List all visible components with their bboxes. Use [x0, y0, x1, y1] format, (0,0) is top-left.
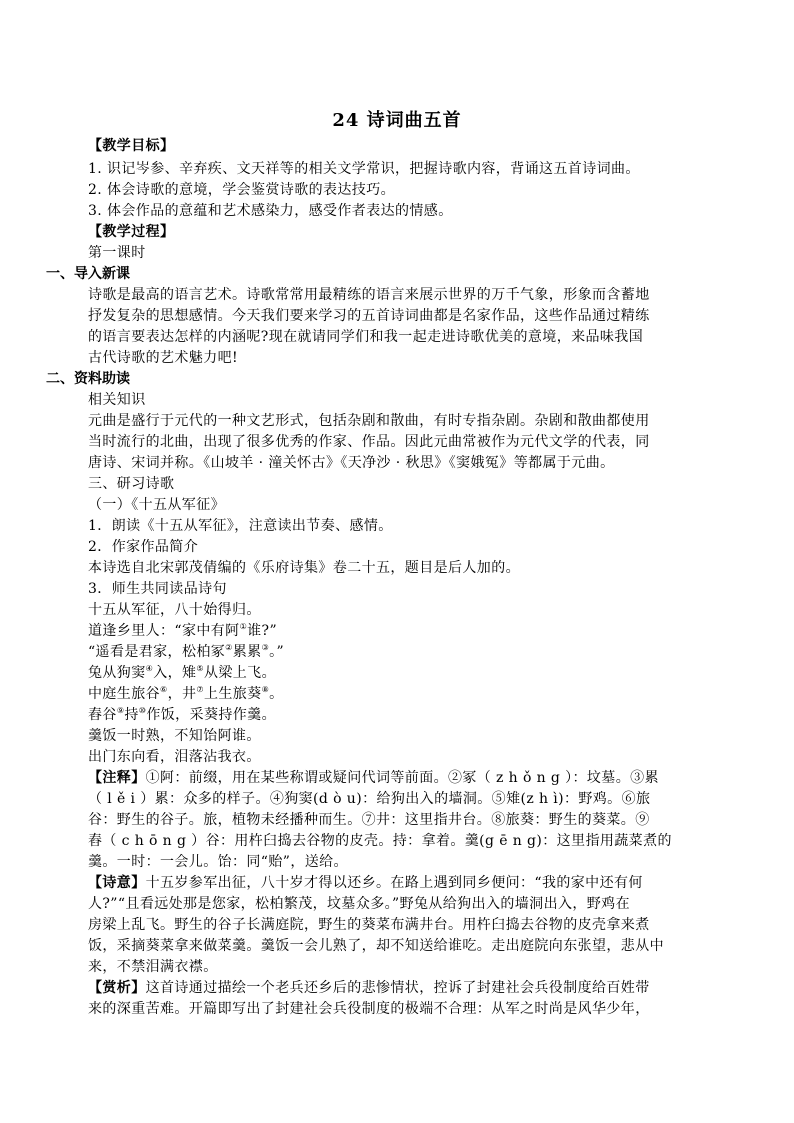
analysis-line: 来的深重苦难。开篇即写出了封建社会兵役制度的极端不合理：从军之时尚是风华少年，	[88, 1001, 650, 1017]
paragraph-line: 诗歌是最高的语言艺术。诗歌常常用最精练的语言来展示世界的万千气象，形象而含蓄地	[88, 287, 650, 303]
poem-line: 兔从狗窦④入，雉⑤从梁上飞。	[88, 664, 276, 681]
subsection-label: 相关知识	[88, 392, 146, 408]
notes-line: 谷：野生的谷子。旅，植物未经播种而生。⑦井：这里指井台。⑧旅葵：野生的葵菜。⑨	[88, 812, 650, 828]
section-heading: 二、资料助读	[46, 371, 130, 387]
goal-item: 1. 识记岑参、辛弃疾、文天祥等的相关文学常识，把握诗歌内容，背诵这五首诗词曲。	[88, 161, 640, 177]
step-line: 本诗选自北宋郭茂倩编的《乐府诗集》卷二十五，题目是后人加的。	[88, 560, 520, 576]
poem-line: 出门东向看，泪落沾我衣。	[88, 749, 261, 765]
notes-label: 【注释】	[88, 770, 146, 786]
step-line: 2．作家作品简介	[88, 539, 199, 555]
paragraph-line: 抒发复杂的思想感情。今天我们要来学习的五首诗词曲都是名家作品，这些作品通过精练	[88, 308, 650, 324]
step-line: 3．师生共同读品诗句	[88, 581, 227, 597]
meaning-label: 【诗意】	[88, 875, 146, 891]
poem-line: 羹饭一时熟，不知饴阿谁。	[88, 728, 261, 744]
goal-item: 3. 体会作品的意蕴和艺术感染力，感受作者表达的情感。	[88, 203, 453, 219]
meaning-line: 来，不禁泪满衣襟。	[88, 959, 218, 975]
poem-line: 十五从军征，八十始得归。	[88, 602, 261, 618]
section-heading: 三、研习诗歌	[88, 476, 175, 492]
lesson-label: 第一课时	[88, 245, 146, 261]
paragraph-line: 唐诗、宋词并称。《山坡羊 · 潼关怀古》《天净沙 · 秋思》《窦娥冤》等都属于元曲。	[88, 455, 615, 471]
section-heading: 一、导入新课	[46, 266, 130, 282]
analysis-label: 【赏析】	[88, 980, 146, 996]
paragraph-line: 古代诗歌的艺术魅力吧!	[88, 350, 239, 366]
paragraph-line: 当时流行的北曲，出现了很多优秀的作家、作品。因此元曲常被作为元代文学的代表，同	[88, 434, 650, 450]
meaning-line: 【诗意】十五岁参军出征，八十岁才得以还乡。在路上遇到同乡便问：“我的家中还有何	[88, 875, 643, 891]
meaning-line: 人?”“且看远处那是您家，松柏繁茂，坟墓众多。”野兔从给狗出入的墙洞出入，野鸡在	[88, 896, 630, 912]
paragraph-line: 的语言要表达怎样的内涵呢?现在就请同学们和我一起走进诗歌优美的意境，来品味我国	[88, 329, 644, 345]
goal-item: 2. 体会诗歌的意境，学会鉴赏诗歌的表达技巧。	[88, 182, 396, 198]
meaning-line: 饭，采摘葵菜拿来做菜羹。羹饭一会儿熟了，却不知送给谁吃。走出庭院向东张望，悲从中	[88, 938, 664, 954]
step-line: 1．朗读《十五从军征》，注意读出节奏、感情。	[88, 518, 393, 534]
meaning-line: 房梁上乱飞。野生的谷子长满庭院，野生的葵菜布满井台。用杵臼捣去谷物的皮壳拿来煮	[88, 917, 650, 933]
goal-heading: 【教学目标】	[88, 138, 175, 154]
notes-line: （ l ě i ）累：众多的样子。④狗窦(d ò u)：给狗出入的墙洞。⑤雉(z h ì)：野鸡。⑥旅	[88, 791, 651, 807]
document-title: 24 诗词曲五首	[332, 110, 462, 131]
poem-line: 道逢乡里人：“家中有阿①谁?”	[88, 622, 278, 639]
notes-line: 【注释】①阿：前缀，用在某些称谓或疑问代词等前面。②冢（ z h ǒ n g ）：坟墓。③累	[88, 770, 659, 786]
process-heading: 【教学过程】	[88, 224, 175, 240]
poem-heading: （一）《十五从军征》	[88, 497, 225, 513]
poem-line: 舂谷⑨持⑩作饭，采葵持作羹。	[88, 706, 276, 723]
poem-line: 中庭生旅谷⑥，井⑦上生旅葵⑧。	[88, 685, 284, 702]
paragraph-line: 元曲是盛行于元代的一种文艺形式，包括杂剧和散曲，有时专指杂剧。杂剧和散曲都使用	[88, 413, 650, 429]
notes-line: 羹。一时：一会儿。饴：同“贻”，送给。	[88, 854, 348, 870]
notes-line: 舂（ c h ō n g ）谷：用杵臼捣去谷物的皮壳。持：拿着。羹(g ē n g)：这里指用蔬菜煮的	[88, 833, 672, 849]
poem-line: “遥看是君家，松柏冢②累累③。”	[88, 643, 285, 660]
analysis-line: 【赏析】这首诗通过描绘一个老兵还乡后的悲惨情状，控诉了封建社会兵役制度给百姓带	[88, 980, 650, 996]
